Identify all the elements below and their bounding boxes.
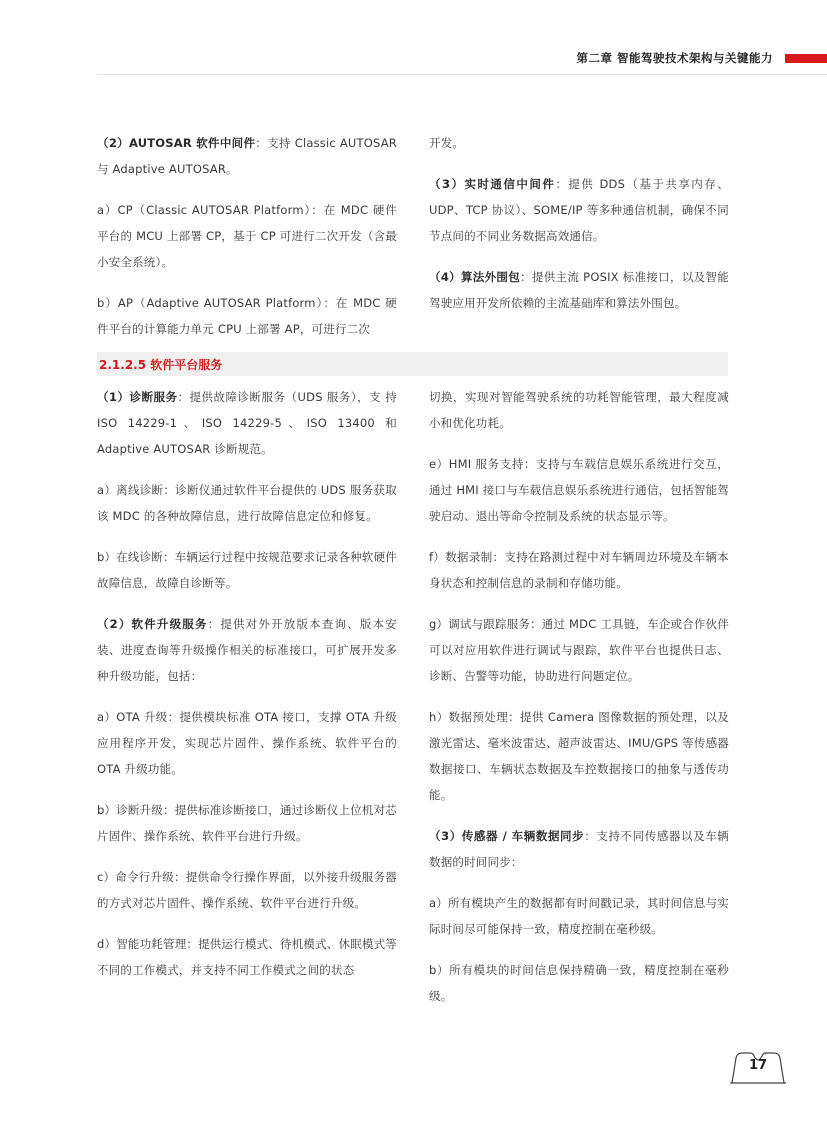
paragraph-lead: （2）软件升级服务 [97,617,208,631]
paragraph-text: b）所有模块的时间信息保持精确一致，精度控制在毫秒级。 [429,963,729,1003]
paragraph [429,451,729,529]
paragraph-text: ：支持不同传感器以及车辆数据的时间同步： [429,829,729,869]
paragraph [429,130,729,156]
paragraph-text: b）AP（Adaptive AUTOSAR Platform）：在 MDC 硬件平台的计算能力单元 CPU 上部署 AP，可进行二次 [97,296,397,336]
paragraph-text: g）调试与跟踪服务：通过 MDC 工具链，车企或合作伙伴可以对应用软件进行调试与跟踪，软件平台也提供日志、诊断、告警等功能，协助进行问题定位。 [429,617,730,683]
paragraph-text: e）HMI 服务支持：支持与车载信息娱乐系统进行交互，通过 HMI 接口与车载信息娱乐系统进行通信，包括智能驾驶启动、退出等命令控制及系统的状态显示等。 [429,457,729,523]
chapter-title: 第二章 智能驾驶技术架构与关键能力 [576,51,773,65]
paragraph [97,864,397,916]
paragraph [97,130,397,182]
paragraph-lead: （4）算法外围包 [429,270,521,284]
top-left-column [97,130,397,357]
bottom-left-column [97,384,397,998]
paragraph [429,704,729,808]
paragraph [97,544,397,596]
paragraph [97,384,397,462]
paragraph-text: ：提供故障诊断服务（UDS 服务），支 持 ISO 14229-1、ISO 14229-5、ISO 13400 和 Adaptive AUTOSAR 诊断规范。 [97,390,397,456]
paragraph [429,264,729,316]
paragraph-text: b）诊断升级：提供标准诊断接口，通过诊断仪上位机对芯片固件、操作系统、软件平台进行升级。 [97,803,397,843]
paragraph [97,611,397,689]
paragraph-text: ：提供主流 POSIX 标准接口，以及智能驾驶应用开发所依赖的主流基础库和算法外围包。 [429,270,729,310]
paragraph [429,171,729,249]
paragraph-lead: （3）传感器 / 车辆数据同步 [429,829,585,843]
paragraph [429,384,729,436]
paragraph [429,823,729,875]
paragraph [429,890,729,942]
paragraph [97,477,397,529]
paragraph-text: ：支持 Classic AUTOSAR 与 Adaptive AUTOSAR。 [97,136,397,176]
page-number: 17 [748,1058,768,1073]
paragraph-text: a）CP（Classic AUTOSAR Platform）：在 MDC 硬件平台的 MCU 上部署 CP，基于 CP 可进行二次开发（含最小安全系统）。 [97,203,397,269]
bottom-right-column [429,384,729,1024]
paragraph-text: b）在线诊断：车辆运行过程中按规范要求记录各种软硬件故障信息，故障自诊断等。 [97,550,397,590]
paragraph-text: f）数据录制：支持在路测过程中对车辆周边环境及车辆本身状态和控制信息的录制和存储功能。 [429,550,729,590]
paragraph-text: d）智能功耗管理：提供运行模式、待机模式、休眠模式等不同的工作模式，并支持不同工作模式之间的状态 [97,937,397,977]
paragraph [429,544,729,596]
header-accent-bar [785,54,827,63]
paragraph-text: c）命令行升级：提供命令行操作界面，以外接升级服务器的方式对芯片固件、操作系统、软件平台进行升级。 [97,870,397,910]
paragraph-lead: （1）诊断服务 [97,390,178,404]
paragraph-text: h）数据预处理：提供 Camera 图像数据的预处理，以及激光雷达、毫米波雷达、超声波雷达、IMU/GPS 等传感器数据接口、车辆状态数据及车控数据接口的抽象与透传功能。 [429,710,729,802]
header-divider [97,74,827,75]
paragraph-text: 开发。 [429,136,465,150]
paragraph [429,611,729,689]
paragraph-lead: （3）实时通信中间件 [429,177,556,191]
paragraph-text: 切换，实现对智能驾驶系统的功耗智能管理，最大程度减小和优化功耗。 [429,390,729,430]
paragraph-text: a）离线诊断：诊断仪通过软件平台提供的 UDS 服务获取该 MDC 的各种故障信息，进行故障信息定位和修复。 [97,483,397,523]
paragraph-text: ：提供对外开放版本查询、版本安装、进度查询等升级操作相关的标准接口，可扩展开发多种升级功能，包括： [97,617,397,683]
paragraph-lead: （2）AUTOSAR 软件中间件 [97,136,256,150]
paragraph [97,197,397,275]
section-heading-band [97,352,728,376]
paragraph [97,797,397,849]
section-title: 2.1.2.5 软件平台服务 [99,357,223,372]
paragraph-text: a）OTA 升级：提供模块标准 OTA 接口，支撑 OTA 升级应用程序开发，实现芯片固件、操作系统、软件平台的 OTA 升级功能。 [97,710,397,776]
paragraph [97,931,397,983]
top-right-column [429,130,729,331]
paragraph [97,290,397,342]
paragraph-text: ：提供 DDS（基于共享内存、UDP、TCP 协议）、SOME/IP 等多种通信机制，确保不同节点间的不同业务数据高效通信。 [429,177,729,243]
paragraph [97,704,397,782]
running-header [576,48,827,68]
paragraph-text: a）所有模块产生的数据都有时间戳记录，其时间信息与实际时间尽可能保持一致，精度控制在毫秒级。 [429,896,729,936]
paragraph [429,957,729,1009]
